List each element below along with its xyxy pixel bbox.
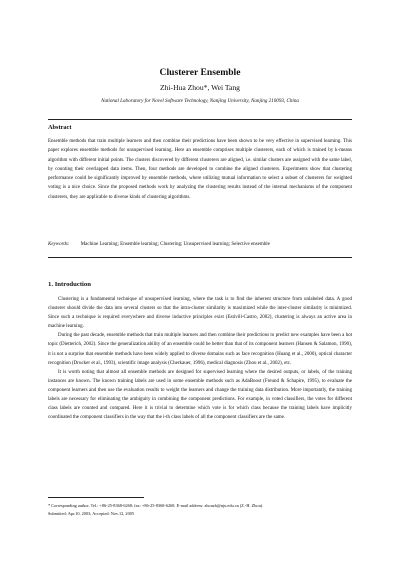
abstract-heading: Abstract [48, 124, 72, 131]
intro-paragraph-3: It is worth noting that almost all ensemble methods are designed for supervised learning where the desired outputs, or labels, of the training instances are known. The known training labels are used in some ensemble methods such as AdaBoost (Freund & Schapire, 1995), to evaluate the component learners and then use the evaluation results to weight the learners and change the training data distribution. More importantly, the training labels are necessary for eliminating the ambiguity in combining the component predictions. For example, in voted classifiers, the votes for different class labels are counted and compared. Here it is trivial to determine which vote is for which class because the training labels have implicitly coordinated the component classifiers in the way that the i-th class labels of all the component classifiers are the same. [48, 369, 352, 421]
footnote-contact: * Corresponding author. Tel.: +86-25-8368-6268; fax: +86-25-8368-6268. E-mail address: zhouzh@nju.edu.cn (Z.-H. Zhou). [48, 503, 264, 508]
intro-paragraph-2: During the past decade, ensemble methods that train multiple learners and then combine their predictions to predict new examples have been a hot topic (Dietterich, 2002). Since the generalization ability of an ensemble could be better than that of its component learners (Hansen & Salamon, 1990), it is not a surprise that ensemble methods have been widely applied to diverse domains such as face recognition (Huang et al., 2000), optical character recognition (Drucker et al., 1993), scientific image analysis (Cherkauer, 1996), medical diagnosis (Zhou et al., 2002), etc. [48, 333, 352, 366]
footnote [48, 502, 352, 518]
introduction-heading: 1. Introduction [48, 281, 91, 288]
paper-title: Clusterer Ensemble [159, 67, 241, 78]
abstract-text: Ensemble methods that train multiple learners and then combine their predictions have been shown to be very effective in supervised learning. This paper explores ensemble methods for unsupervised learning. Here an ensemble comprises multiple clusterers, each of which is trained by k-means algorithm with different initial points. The clusters discovered by different clusterers are aligned, i.e. similar clusters are assigned with the same label, by counting their overlapped data items. Then, four methods are developed to combine the aligned clusterers. Experiments show that clustering performance could be significantly improved by ensemble methods, where utilizing mutual information to select a subset of clusterers for weighted voting is a nice choice. Since the proposed methods work by analyzing the clustering results instead of the internal mechanisms of the component clusterers, they are applicable to diverse kinds of clustering algorithms. [48, 139, 352, 200]
abstract-bottom-rule [48, 257, 352, 258]
keywords-text: Machine Learning; Ensemble learning; Clustering; Unsupervised learning; Selective ensemble [80, 242, 270, 247]
keywords-label: Keywords: [48, 242, 70, 247]
paper-affiliation: National Laboratory for Novel Software Technology, Nanjing University, Nanjing 210093, China [101, 98, 299, 104]
paper-authors: Zhi-Hua Zhou*, Wei Tang [160, 83, 240, 92]
footnote-rule [48, 497, 144, 498]
introduction-body [48, 295, 352, 422]
intro-paragraph-1: Clustering is a fundamental technique of unsupervised learning, where the task is to find the inherent structure from unlabeled data. A good clusterer should divide the data into several clusters so that the intra-cluster similarity is maximized while the inter-cluster similarity is minimized. Since such a technique is required everywhere and diverse inductive principles exist (Estivill-Castro, 2002), clustering is always an active area in machine learning. [48, 297, 352, 330]
footnote-dates: Submitted: Apr.10, 2003; Accepted: Nov.12, 2005 [48, 511, 135, 516]
keywords-line [48, 242, 352, 247]
abstract-top-rule [48, 119, 352, 120]
